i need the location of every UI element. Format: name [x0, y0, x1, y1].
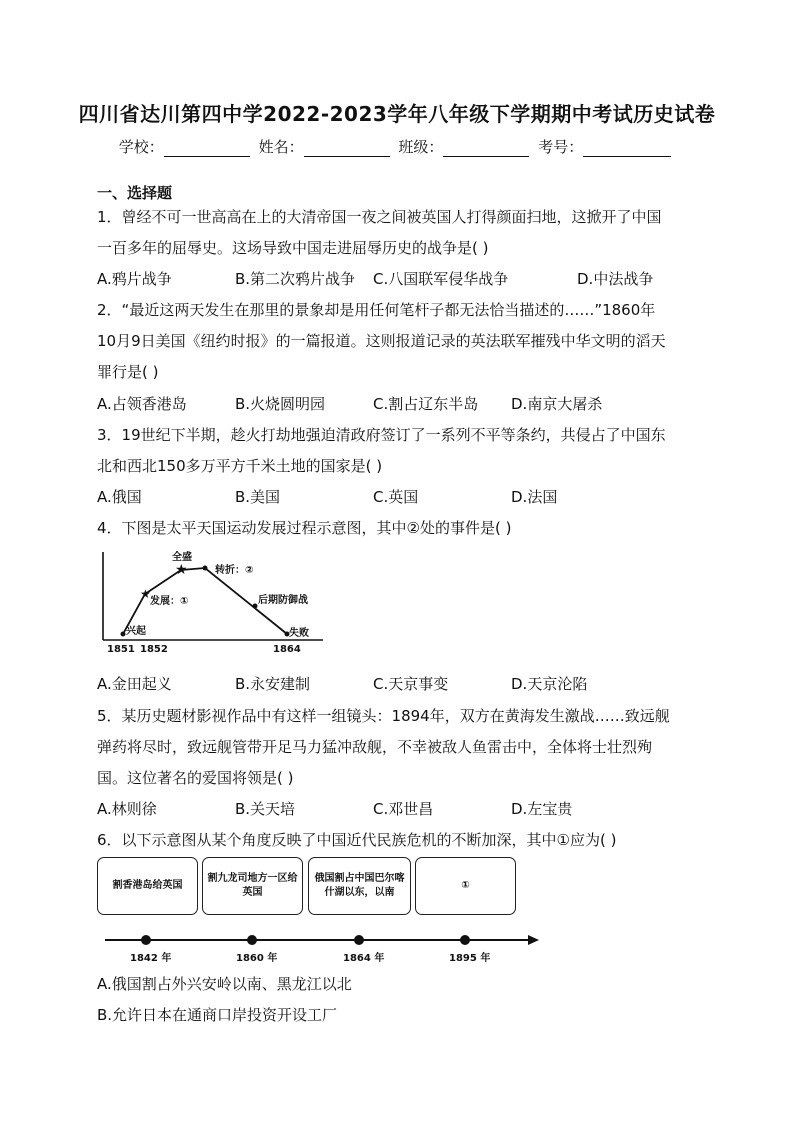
- q5-option-d[interactable]: D.左宝贵: [511, 800, 573, 818]
- q2-option-b[interactable]: B.火烧圆明园: [235, 395, 326, 413]
- timeline-axis: [100, 930, 545, 950]
- q5-option-b[interactable]: B.关天培: [235, 800, 296, 818]
- timeline-box-1864: 俄国割占中国巴尔喀什湖以东，以南: [308, 857, 411, 915]
- timeline-dot-1860: [247, 935, 257, 945]
- timeline-box-1842: 割香港岛给英国: [97, 857, 198, 915]
- q5-stem-line1: 5．某历史题材影视作品中有这样一组镜头：1894年，双方在黄海发生激战……致远舰: [97, 707, 670, 725]
- exam-title: 四川省达川第四中学2022-2023学年八年级下学期期中考试历史试卷: [78, 102, 716, 126]
- q2-option-d[interactable]: D.南京大屠杀: [511, 395, 603, 413]
- timeline-dot-1895: [460, 935, 470, 945]
- diagram-label-develop: 发展：①: [150, 596, 189, 607]
- q3-option-d[interactable]: D.法国: [511, 488, 558, 506]
- name-label: 姓名：: [258, 138, 304, 156]
- school-label: 学校：: [118, 138, 164, 156]
- q1-option-a[interactable]: A.鸦片战争: [97, 270, 172, 288]
- q2-option-c[interactable]: C.割占辽东半岛: [373, 395, 479, 413]
- diagram-point-rise: [121, 632, 126, 637]
- timeline-year-1842: 1842 年: [130, 953, 172, 964]
- q5-stem-line2: 弹药将尽时，致远舰管带开足马力猛冲敌舰，不幸被敌人鱼雷击中，全体将士壮烈殉: [97, 738, 653, 756]
- q4-stem-line1: 4．下图是太平天国运动发展过程示意图，其中②处的事件是( ): [97, 519, 512, 537]
- timeline-year-1860: 1860 年: [236, 953, 278, 964]
- q4-option-c[interactable]: C.天京事变: [373, 675, 449, 693]
- timeline-arrow-icon: [528, 935, 539, 945]
- q3-option-a[interactable]: A.俄国: [97, 488, 142, 506]
- diagram-label-rise: 兴起: [126, 626, 146, 637]
- q4-option-b[interactable]: B.永安建制: [235, 675, 311, 693]
- q3-option-c[interactable]: C.英国: [373, 488, 419, 506]
- class-label: 班级：: [398, 138, 444, 156]
- timeline-box-1860: 割九龙司地方一区给英国: [202, 857, 303, 915]
- q2-stem-line3: 罪行是( ): [97, 363, 159, 381]
- student-info: [0, 136, 794, 157]
- diagram-label-defense: 后期防御战: [258, 595, 308, 606]
- timeline-dot-1864: [354, 935, 364, 945]
- diagram-point-defense: [253, 604, 258, 609]
- q4-option-d[interactable]: D.天京沦陷: [511, 675, 588, 693]
- q2-option-a[interactable]: A.占领香港岛: [97, 395, 187, 413]
- q2-stem-line1: 2．“最近这两天发生在那里的景象却是用任何笔杆子都无法恰当描述的……”1860年: [97, 301, 656, 319]
- class-blank[interactable]: [443, 142, 529, 157]
- q1-stem-line2: 一百多年的屈辱史。这场导致中国走进屈辱历史的战争是( ): [97, 239, 489, 257]
- taiping-diagram: [95, 548, 335, 658]
- q1-stem-line1: 1．曾经不可一世高高在上的大清帝国一夜之间被英国人打得颜面扫地，这掀开了中国: [97, 208, 662, 226]
- diagram-star-develop: ★: [140, 587, 151, 601]
- q6-stem-line1: 6．以下示意图从某个角度反映了中国近代民族危机的不断加深，其中①应为( ): [97, 831, 617, 849]
- diagram-label-fail: 失败: [289, 628, 309, 639]
- q6-option-a[interactable]: A.俄国割占外兴安岭以南、黑龙江以北: [97, 975, 352, 993]
- q5-option-a[interactable]: A.林则徐: [97, 800, 157, 818]
- exam-no-label: 考号：: [538, 138, 584, 156]
- q1-option-c[interactable]: C.八国联军侵华战争: [373, 270, 509, 288]
- q3-stem-line2: 北和西北150多万平方千米土地的国家是( ): [97, 457, 383, 475]
- q2-stem-line2: 10月9日美国《纽约时报》的一篇报道。这则报道记录的英法联军摧残中华文明的滔天: [97, 332, 666, 350]
- q1-option-d[interactable]: D.中法战争: [577, 270, 654, 288]
- school-blank[interactable]: [164, 142, 250, 157]
- timeline-dot-1842: [141, 935, 151, 945]
- diagram-year-1864: 1864: [273, 644, 301, 655]
- section-heading: 一、选择题: [97, 184, 173, 202]
- q3-option-b[interactable]: B.美国: [235, 488, 281, 506]
- timeline-box-1895: ①: [415, 857, 516, 915]
- exam-no-blank[interactable]: [583, 142, 671, 157]
- q5-option-c[interactable]: C.邓世昌: [373, 800, 434, 818]
- diagram-star-peak: ★: [175, 562, 188, 578]
- diagram-point-turn: [203, 566, 208, 571]
- diagram-label-peak: 全盛: [172, 552, 192, 563]
- q1-option-b[interactable]: B.第二次鸦片战争: [235, 270, 356, 288]
- name-blank[interactable]: [304, 142, 390, 157]
- diagram-label-turn: 转折：②: [215, 565, 254, 576]
- timeline-year-1895: 1895 年: [449, 953, 491, 964]
- q3-stem-line1: 3．19世纪下半期，趁火打劫地强迫清政府签订了一系列不平等条约，共侵占了中国东: [97, 426, 666, 444]
- diagram-year-1852: 1852: [140, 644, 168, 655]
- diagram-year-1851: 1851: [107, 644, 135, 655]
- q5-stem-line3: 国。这位著名的爱国将领是( ): [97, 769, 294, 787]
- q6-option-b[interactable]: B.允许日本在通商口岸投资开设工厂: [97, 1006, 338, 1024]
- q4-option-a[interactable]: A.金田起义: [97, 675, 172, 693]
- timeline-year-1864: 1864 年: [343, 953, 385, 964]
